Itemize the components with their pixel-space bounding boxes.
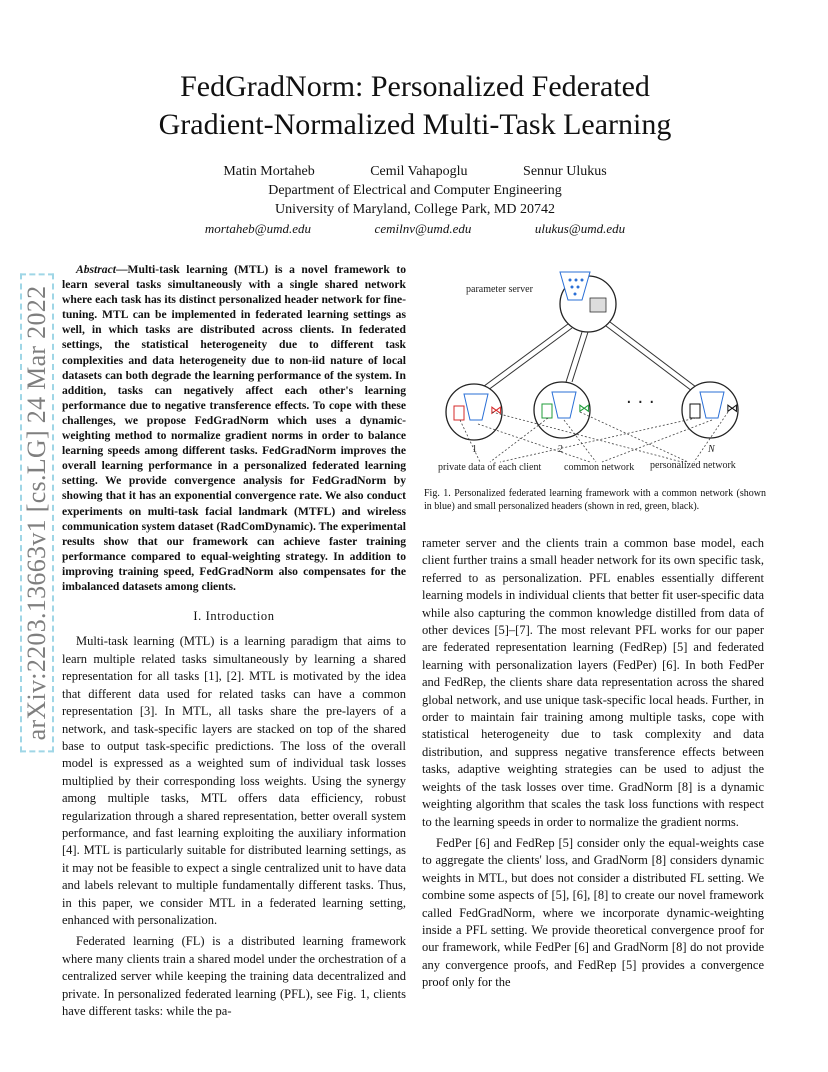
intro-paragraph-4: FedPer [6] and FedRep [5] consider only the equal-weights case to aggregate the clients' loss, and GradNorm [8] considers dynamic weights in MTL, but does not consider a distributed FL setting. We combine some aspects of [5], [6], [8] to create our novel framework called FedGradNorm, where we incorporate dynamic-weighting inside a PFL setting. We provide theoretical convergence proof for our framework, while FedPer [6] and GradNorm [8] do not provide any convergence proofs, and FedRep [5] provides a convergence proof only for the	[422, 835, 764, 990]
author-2: Cemil Vahapoglu	[370, 164, 468, 179]
paper-title	[80, 68, 750, 144]
client-label-2: 2	[558, 444, 563, 455]
client-1	[446, 384, 502, 440]
email-2: cemilnv@umd.edu	[374, 221, 472, 236]
svg-text:⋈: ⋈	[490, 403, 502, 417]
svg-text:⋈: ⋈	[726, 401, 738, 415]
arxiv-stamp	[17, 255, 57, 770]
intro-paragraph-2: Federated learning (FL) is a distributed learning framework where many clients train a shared model under the orchestration of a centralized server while keeping the training data decentralized and private. In personalized federated learning (PFL), see Fig. 1, clients have different tasks: while the pa-	[62, 934, 406, 1018]
legend-common-network: common network	[564, 462, 635, 473]
intro-paragraph-1: Multi-task learning (MTL) is a learning paradigm that aims to learn multiple related tasks simultaneously by learning a shared representation for all tasks [1], [2]. MTL is motivated by the idea that different data used for related tasks can have a common representation [3]. In MTL, all tasks share the pre-layers of a network, and task-specific layers are stacked on top of the shared base to output task-specific predictions. The loss of the overall model is expressed as a weighted sum of individual task losses multiplied by their corresponding loss weights. Using the synergy among multiple tasks, MTL offers data efficiency, robust regularization through a shared representation, better overall system performance, and fast learning exploiting the auxiliary information [4]. MTL is particularly suitable for distributed learning settings, as it may not be feasible to expect a single centralized unit to have data and labels relevant to multiple fundamentally different tasks. Thus, in this paper, we consider MTL in a federated learning setting, enhanced with personalization.	[62, 634, 406, 927]
author-1: Matin Mortaheb	[223, 164, 315, 179]
right-column	[422, 535, 764, 996]
legend-personalized-network: personalized network	[650, 460, 736, 471]
client-label-1: 1	[472, 444, 477, 455]
legend-private-data: private data of each client	[438, 462, 542, 473]
email-3: ulukus@umd.edu	[534, 221, 626, 236]
title-line-1: FedGradNorm: Personalized Federated	[180, 70, 650, 103]
client-n	[682, 382, 738, 438]
affiliation-2: University of Maryland, College Park, MD 20742	[275, 202, 555, 217]
svg-text:⋈: ⋈	[578, 401, 590, 415]
affiliation-1: Department of Electrical and Computer Engineering	[268, 183, 562, 198]
server-building-icon	[590, 298, 606, 312]
server-label: parameter server	[466, 284, 533, 295]
abstract-lead: Abstract	[76, 263, 116, 276]
author-block	[80, 162, 750, 239]
left-column	[62, 262, 406, 1024]
figure-caption: Fig. 1. Personalized federated learning framework with a common network (shown in blue) and small personalized headers (shown in red, green, black).	[424, 488, 766, 512]
client-label-n: N	[708, 444, 715, 455]
author-emails	[80, 219, 750, 239]
client-2	[534, 382, 590, 438]
intro-paragraph-3: rameter server and the clients train a common base model, each client further trains a small header network for its own specific task, referred to as personalization. PFL enables essentially different learning models in individual clients that better fit user-specific data while also capturing the common knowledge distilled from data of other devices [5]–[7]. The most relevant PFL works for our paper are federated representation learning (FedRep) [5] and federated learning with personalization layers (FedPer) [6]. In both FedPer and FedRep, the clients share data representation across the shared global network, and use unique task-specific local heads. Further, in order to maintain fair training among multiple tasks, cope with statistical heterogeneity due to task complexity and data distribution, and suppress negative transference effects between tasks, adaptive weighting strategies can be used to adjust the weights of the task losses over time. GradNorm [8] is a dynamic weighting algorithm that scales the task loss functions with respect to the learning speeds in order to normalize the gradient norms.	[422, 536, 764, 829]
author-3: Sennur Ulukus	[523, 164, 607, 179]
author-names	[80, 162, 750, 181]
title-line-2: Gradient-Normalized Multi-Task Learning	[158, 108, 672, 141]
abstract-body: —Multi-task learning (MTL) is a novel framework to learn several tasks simultaneously with a single shared network where each task has its distinct personalized header network for fine-tuning. MTL can be implemented in federated learning settings as well, in which tasks are distributed across clients. In federated settings, the statistical heterogeneity due to different task complexities and data heterogeneity due to non-iid nature of local datasets can both degrade the learning performance of the system. In addition, tasks can negatively affect each other's learning performance due to negative transference effects. To cope with these challenges, we propose FedGradNorm which uses a dynamic-weighting method to normalize gradient norms in order to balance learning speeds among different tasks. FedGradNorm improves the overall learning performance in a personalized federated learning setting. We provide convergence analysis for FedGradNorm by showing that it has an exponential convergence rate. We also conduct experiments on multi-task facial landmark (MTFL) and wireless communication system dataset (RadComDynamic). The experimental results show that our framework can achieve faster training performance compared to equal-weighting strategy. In addition to improving training speed, FedGradNorm also compensates for the imbalanced datasets among clients.	[62, 263, 406, 593]
arxiv-stamp-text: arXiv:2203.13663v1 [cs.LG] 24 Mar 2022	[20, 273, 54, 752]
pfl-diagram	[420, 262, 768, 484]
abstract	[62, 262, 406, 594]
email-1: mortaheb@umd.edu	[204, 221, 312, 236]
ellipsis-dots: · · ·	[626, 392, 655, 413]
figure-1	[420, 262, 768, 512]
section-heading: I. Introduction	[193, 609, 275, 624]
